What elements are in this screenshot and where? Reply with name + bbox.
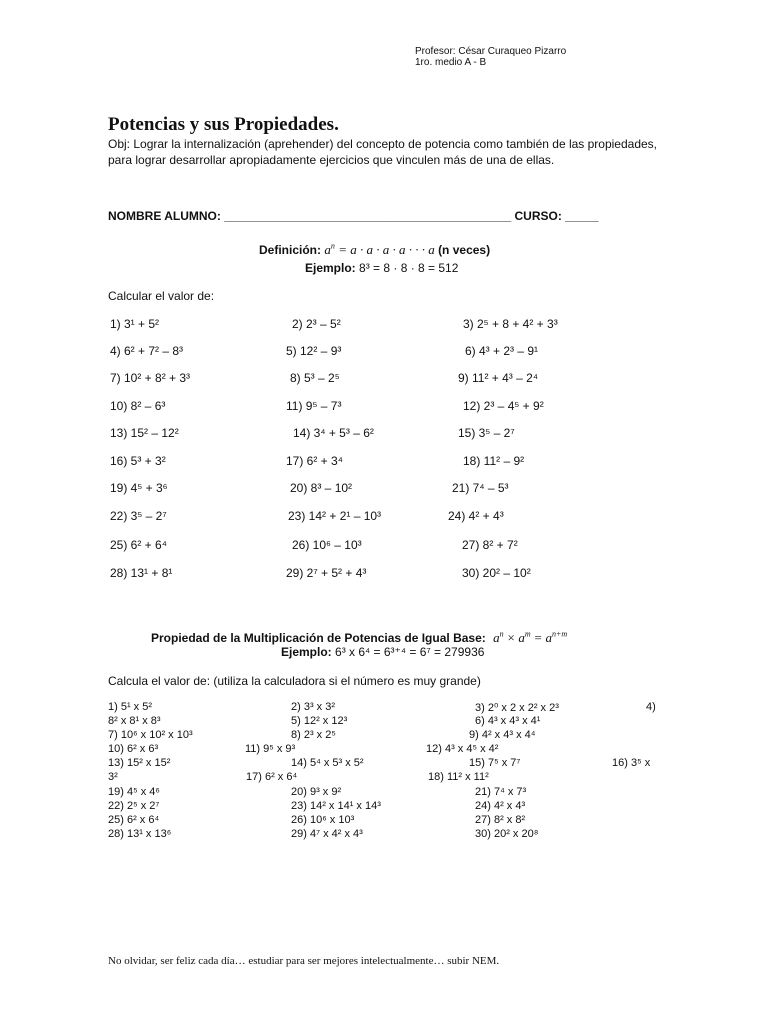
mult-exercise-27: 27) 8² x 8² bbox=[475, 814, 526, 826]
mult-exercise-1: 1) 5¹ x 5² bbox=[108, 701, 153, 713]
mult-exercise-23: 23) 14² x 14¹ x 14³ bbox=[291, 800, 381, 812]
mult-exercise-22: 22) 2⁵ x 2⁷ bbox=[108, 800, 160, 812]
property-example bbox=[281, 645, 484, 659]
mult-exercise-6: 6) 4³ x 4³ x 4¹ bbox=[475, 715, 541, 727]
mult-exercise-11: 11) 9⁵ x 9³ bbox=[245, 743, 296, 755]
exercise-15: 15) 3⁵ – 2⁷ bbox=[458, 426, 515, 440]
exercise-3: 3) 2⁵ + 8 + 4² + 3³ bbox=[463, 317, 558, 331]
exercise-8: 8) 5³ – 2⁵ bbox=[290, 371, 340, 385]
property-title: Propiedad de la Multiplicación de Potencias de Igual Base: bbox=[151, 631, 486, 645]
exercise-1: 1) 3¹ + 5² bbox=[110, 317, 160, 331]
exercise-10: 10) 8² – 6³ bbox=[110, 399, 166, 413]
formula-times: × bbox=[506, 630, 516, 645]
exercise-5: 5) 12² – 9³ bbox=[286, 344, 342, 358]
footer-motto: No olvidar, ser feliz cada día… estudiar para ser mejores intelectualmente… subir NEM. bbox=[108, 955, 500, 967]
mult-exercise-15: 15) 7⁵ x 7⁷ bbox=[469, 757, 521, 769]
formula-exp-m: m bbox=[524, 629, 531, 639]
mult-exercise-9: 9) 4² x 4³ x 4⁴ bbox=[469, 729, 536, 741]
mult-exercise-21: 21) 7⁴ x 7³ bbox=[475, 786, 527, 798]
exercise-21: 21) 7⁴ – 5³ bbox=[452, 481, 509, 495]
definition-rhs: = a · a · a · a · · · a bbox=[338, 242, 435, 257]
mult-exercise-4: 8² x 8¹ x 8³ bbox=[108, 715, 161, 727]
mult-exercise-4-number: 4) bbox=[646, 701, 656, 713]
definition-line bbox=[259, 242, 490, 258]
mult-exercise-5: 5) 12² x 12³ bbox=[291, 715, 348, 727]
mult-exercise-7: 7) 10⁶ x 10² x 10³ bbox=[108, 729, 193, 741]
mult-exercise-28: 28) 13¹ x 13⁶ bbox=[108, 828, 172, 840]
section1-instruction: Calcular el valor de: bbox=[108, 289, 215, 303]
exercise-29: 29) 2⁷ + 5² + 4³ bbox=[286, 566, 367, 580]
teacher-name: Profesor: César Curaqueo Pizarro bbox=[415, 46, 567, 57]
exercise-20: 20) 8³ – 10² bbox=[290, 481, 353, 495]
mult-exercise-12: 12) 4³ x 4⁵ x 4² bbox=[426, 743, 499, 755]
objective-text: Obj: Lograr la internalización (aprehender) del concepto de potencia como también de las propiedades, para lograr desarrollar apropiadamente ejercicios que vinculen más de una de ellas. bbox=[108, 137, 658, 167]
mult-exercise-20: 20) 9³ x 9² bbox=[291, 786, 342, 798]
property-title-line bbox=[151, 630, 567, 646]
property-example-label: Ejemplo: bbox=[281, 645, 332, 659]
definition-base: a bbox=[324, 242, 331, 257]
formula-exp-sum: n+m bbox=[551, 629, 568, 639]
exercise-13: 13) 15² – 12² bbox=[110, 426, 179, 440]
mult-exercise-25: 25) 6² x 6⁴ bbox=[108, 814, 160, 826]
mult-exercise-30: 30) 20² x 20⁸ bbox=[475, 828, 539, 840]
definition-exp: n bbox=[330, 241, 335, 251]
formula-base-2: a bbox=[518, 630, 525, 645]
definition-lhs bbox=[324, 242, 335, 257]
mult-exercise-14: 14) 5⁴ x 5³ x 5² bbox=[291, 757, 364, 769]
mult-exercise-3: 3) 2⁰ x 2 x 2² x 2³ bbox=[475, 702, 559, 714]
mult-exercise-16: 16) 3⁵ x bbox=[612, 757, 651, 769]
exercise-26: 26) 10⁶ – 10³ bbox=[292, 538, 362, 552]
page-title: Potencias y sus Propiedades. bbox=[108, 114, 339, 135]
formula-exp-n: n bbox=[499, 629, 504, 639]
definition-example-text: 8³ = 8 · 8 · 8 = 512 bbox=[359, 261, 459, 275]
definition-example bbox=[305, 261, 458, 275]
exercise-19: 19) 4⁵ + 3⁶ bbox=[110, 481, 168, 495]
definition-suffix: (n veces) bbox=[438, 243, 491, 257]
definition-label: Definición: bbox=[259, 243, 321, 257]
student-name-line: NOMBRE ALUMNO: ___________________________________________ CURSO: _____ bbox=[108, 209, 599, 223]
mult-exercise-16-cont: 3² bbox=[108, 771, 118, 783]
exercise-6: 6) 4³ + 2³ – 9¹ bbox=[465, 344, 539, 358]
mult-exercise-8: 8) 2³ x 2⁵ bbox=[291, 729, 336, 741]
mult-exercise-26: 26) 10⁶ x 10³ bbox=[291, 814, 355, 826]
exercise-25: 25) 6² + 6⁴ bbox=[110, 538, 167, 552]
exercise-30: 30) 20² – 10² bbox=[462, 566, 531, 580]
exercise-16: 16) 5³ + 3² bbox=[110, 454, 166, 468]
mult-exercise-17: 17) 6² x 6⁴ bbox=[246, 771, 298, 783]
mult-exercise-10: 10) 6² x 6³ bbox=[108, 743, 159, 755]
exercise-2: 2) 2³ – 5² bbox=[292, 317, 341, 331]
definition-example-label: Ejemplo: bbox=[305, 261, 356, 275]
exercise-4: 4) 6² + 7² – 8³ bbox=[110, 344, 184, 358]
section2-instruction: Calcula el valor de: (utiliza la calculadora si el número es muy grande) bbox=[108, 674, 481, 688]
formula-equals: = bbox=[533, 630, 543, 645]
exercise-14: 14) 3⁴ + 5³ – 6² bbox=[293, 426, 374, 440]
property-example-text: 6³ x 6⁴ = 6³⁺⁴ = 6⁷ = 279936 bbox=[335, 645, 485, 659]
exercise-11: 11) 9⁵ – 7³ bbox=[286, 399, 342, 413]
property-formula bbox=[493, 630, 567, 645]
exercise-12: 12) 2³ – 4⁵ + 9² bbox=[463, 399, 544, 413]
mult-exercise-19: 19) 4⁵ x 4⁶ bbox=[108, 786, 160, 798]
exercise-28: 28) 13¹ + 8¹ bbox=[110, 566, 173, 580]
exercise-17: 17) 6² + 3⁴ bbox=[286, 454, 343, 468]
exercise-27: 27) 8² + 7² bbox=[462, 538, 518, 552]
mult-exercise-2: 2) 3³ x 3² bbox=[291, 701, 336, 713]
exercise-18: 18) 11² – 9² bbox=[463, 454, 525, 468]
mult-exercise-13: 13) 15² x 15² bbox=[108, 757, 171, 769]
mult-exercise-18: 18) 11² x 11² bbox=[428, 771, 489, 783]
exercise-9: 9) 11² + 4³ – 2⁴ bbox=[458, 371, 538, 385]
exercise-22: 22) 3⁵ – 2⁷ bbox=[110, 509, 167, 523]
exercise-24: 24) 4² + 4³ bbox=[448, 509, 504, 523]
exercise-7: 7) 10² + 8² + 3³ bbox=[110, 371, 191, 385]
mult-exercise-24: 24) 4² x 4³ bbox=[475, 800, 526, 812]
formula-base-3: a bbox=[545, 630, 552, 645]
mult-exercise-29: 29) 4⁷ x 4² x 4³ bbox=[291, 828, 363, 840]
course-label: 1ro. medio A - B bbox=[415, 57, 487, 68]
exercise-23: 23) 14² + 2¹ – 10³ bbox=[288, 509, 382, 523]
formula-base-1: a bbox=[493, 630, 500, 645]
